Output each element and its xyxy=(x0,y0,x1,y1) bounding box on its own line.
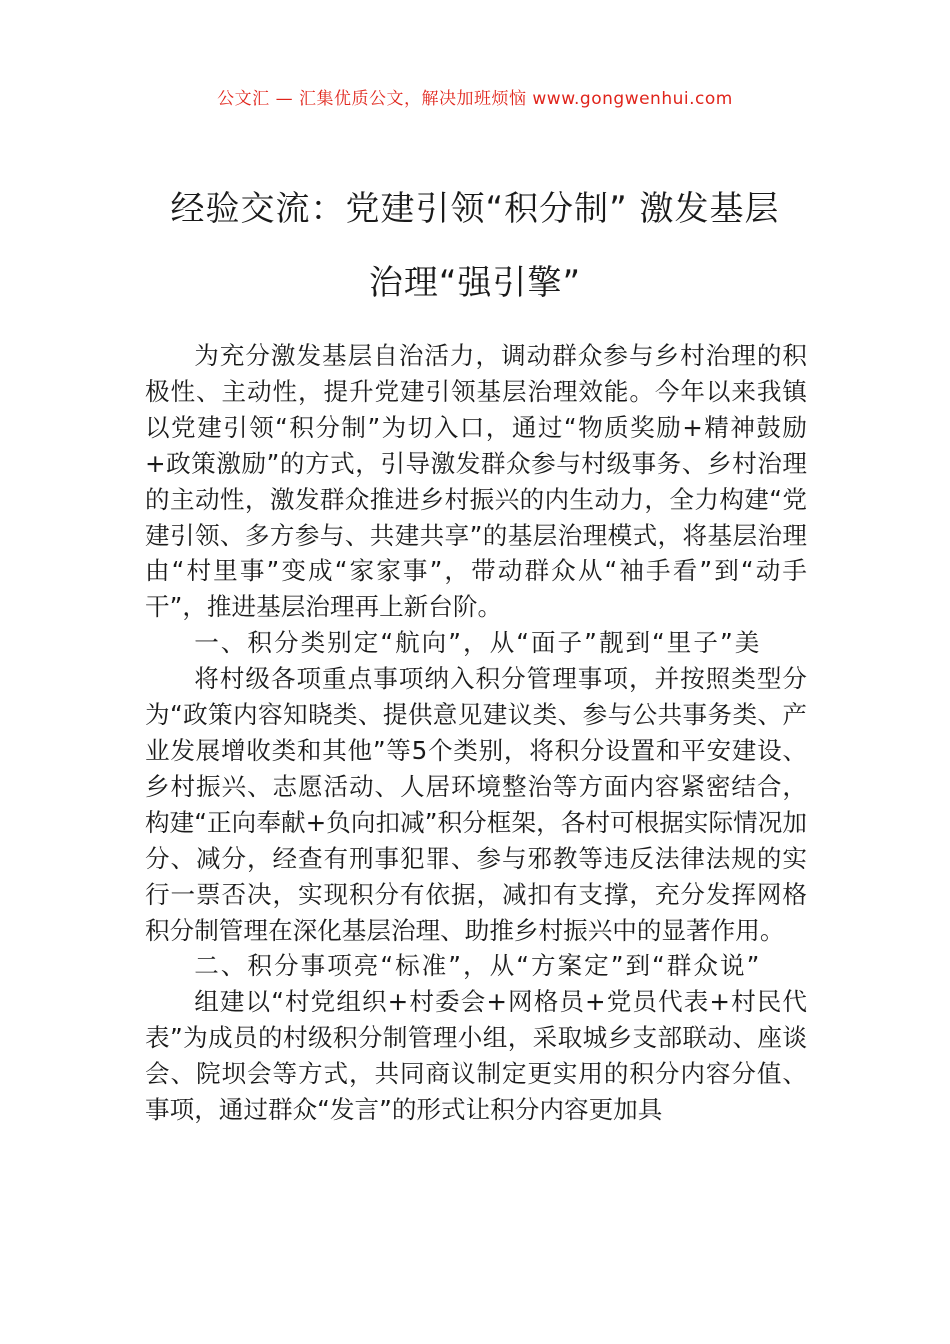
paragraph-section-2: 组建以“村党组织+村委会+网格员+党员代表+村民代表”为成员的村级积分制管理小组，采取城乡支部联动、座谈会、院坝会等方式，共同商议制定更实用的积分内容分值、事项，通过群众“发言”的形式让积分内容更加具 xyxy=(145,987,807,1125)
section-heading-1: 一、积分类别定“航向”，从“面子”靓到“里子”美 xyxy=(194,628,762,658)
header-banner: 公文汇 — 汇集优质公文，解决加班烦恼 www.gongwenhui.com xyxy=(217,89,733,109)
section-heading-2: 二、积分事项亮“标准”，从“方案定”到“群众说” xyxy=(194,951,762,981)
paragraph-intro: 为充分激发基层自治活力，调动群众参与乡村治理的积极性、主动性，提升党建引领基层治理效能。今年以来我镇以党建引领“积分制”为切入口，通过“物质奖励+精神鼓励+政策激励”的方式，引导激发群众参与村级事务、乡村治理的主动性，激发群众推进乡村振兴的内生动力，全力构建“党建引领、多方参与、共建共享”的基层治理模式，将基层治理由“村里事”变成“家家事”，带动群众从“袖手看”到“动手干”，推进基层治理再上新台阶。 xyxy=(145,341,807,622)
document-title-line-1: 经验交流：党建引领“积分制” 激发基层 xyxy=(170,189,780,229)
paragraph-section-1: 将村级各项重点事项纳入积分管理事项，并按照类型分为“政策内容知晓类、提供意见建议类、参与公共事务类、产业发展增收类和其他”等5个类别，将积分设置和平安建设、乡村振兴、志愿活动、人居环境整治等方面内容紧密结合，构建“正向奉献+负向扣减”积分框架，各村可根据实际情况加分、减分，经查有刑事犯罪、参与邪教等违反法律法规的实行一票否决，实现积分有依据，减扣有支撑，充分发挥网格积分制管理在深化基层治理、助推乡村振兴中的显著作用。 xyxy=(145,664,807,945)
document-title-line-2: 治理“强引擎” xyxy=(368,263,582,303)
document-body xyxy=(145,338,807,1128)
document-title xyxy=(145,172,805,320)
